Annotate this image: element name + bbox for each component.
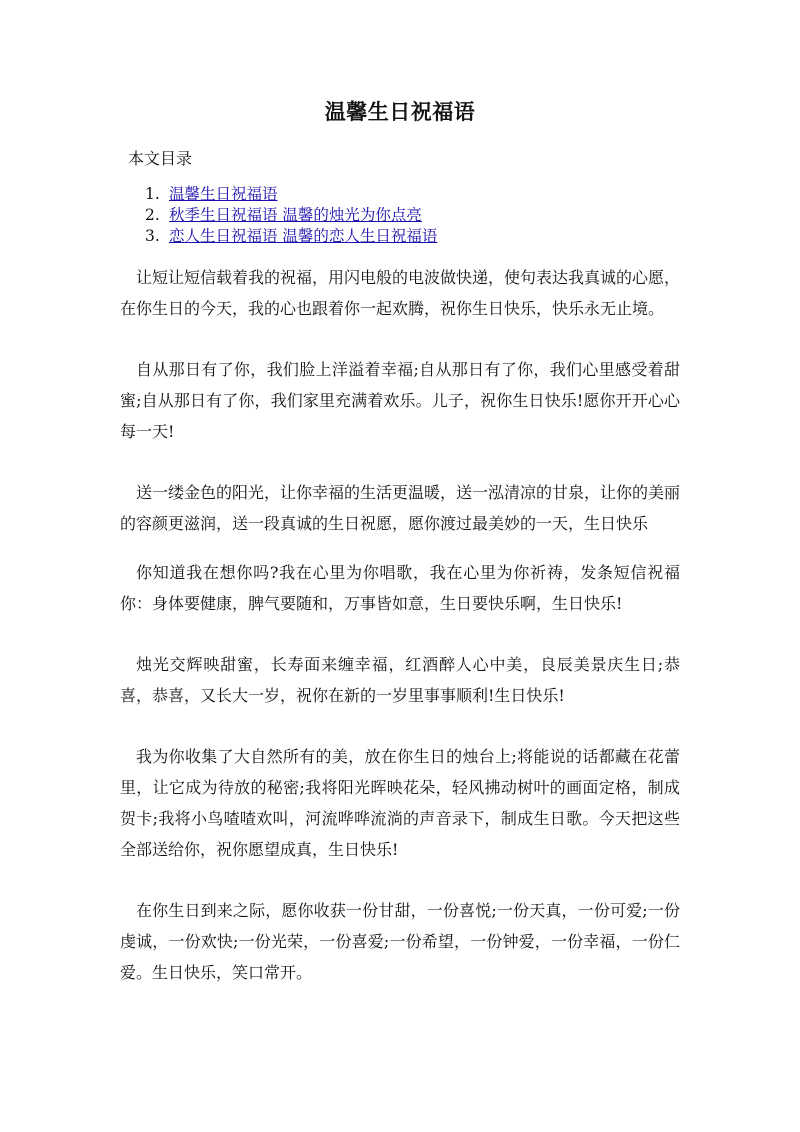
toc-item [145, 226, 437, 247]
toc-link-3[interactable]: 恋人生日祝福语 温馨的恋人生日祝福语 [169, 227, 438, 245]
toc-link-2[interactable]: 秋季生日祝福语 温馨的烛光为你点亮 [169, 206, 422, 224]
paragraph: 自从那日有了你，我们脸上洋溢着幸福;自从那日有了你，我们心里感受着甜蜜;自从那日有了你，我们家里充满着欢乐。儿子，祝你生日快乐!愿你开开心心每一天! [120, 360, 680, 441]
paragraph: 送一缕金色的阳光，让你幸福的生活更温暖，送一泓清凉的甘泉，让你的美丽的容颜更滋润，送一段真诚的生日祝愿，愿你渡过最美妙的一天，生日快乐 [120, 483, 681, 533]
toc-heading: 本文目录 [128, 149, 193, 168]
table-of-contents [145, 184, 437, 247]
paragraph: 你知道我在想你吗?我在心里为你唱歌，我在心里为你祈祷，发条短信祝福你：身体要健康，脾气要随和，万事皆如意，生日要快乐啊，生日快乐! [120, 563, 680, 613]
toc-item [145, 184, 437, 205]
toc-link-1[interactable]: 温馨生日祝福语 [169, 185, 278, 203]
document-title: 温馨生日祝福语 [324, 99, 476, 124]
toc-item-number: 2. [145, 206, 160, 224]
toc-item-number: 3. [145, 227, 160, 245]
paragraph: 烛光交辉映甜蜜，长寿面来缠幸福，红酒醉人心中美，良辰美景庆生日;恭喜，恭喜，又长大一岁，祝你在新的一岁里事事顺利!生日快乐! [120, 655, 680, 705]
toc-item [145, 205, 437, 226]
paragraph: 在你生日到来之际，愿你收获一份甘甜，一份喜悦;一份天真，一份可爱;一份虔诚，一份欢快;一份光荣，一份喜爱;一份希望，一份钟爱，一份幸福，一份仁爱。生日快乐，笑口常开。 [120, 901, 680, 982]
toc-item-number: 1. [145, 185, 160, 203]
body-text [120, 262, 680, 1018]
paragraph: 我为你收集了大自然所有的美，放在你生日的烛台上;将能说的话都藏在花蕾里，让它成为待放的秘密;我将阳光晖映花朵，轻风拂动树叶的画面定格，制成贺卡;我将小鸟喳喳欢叫，河流哗哗流淌的声音录下，制成生日歌。今天把这些全部送给你，祝你愿望成真，生日快乐! [120, 747, 680, 859]
paragraph: 让短让短信载着我的祝福，用闪电般的电波做快递，使句表达我真诚的心愿，在你生日的今天，我的心也跟着你一起欢腾，祝你生日快乐，快乐永无止境。 [120, 268, 681, 318]
